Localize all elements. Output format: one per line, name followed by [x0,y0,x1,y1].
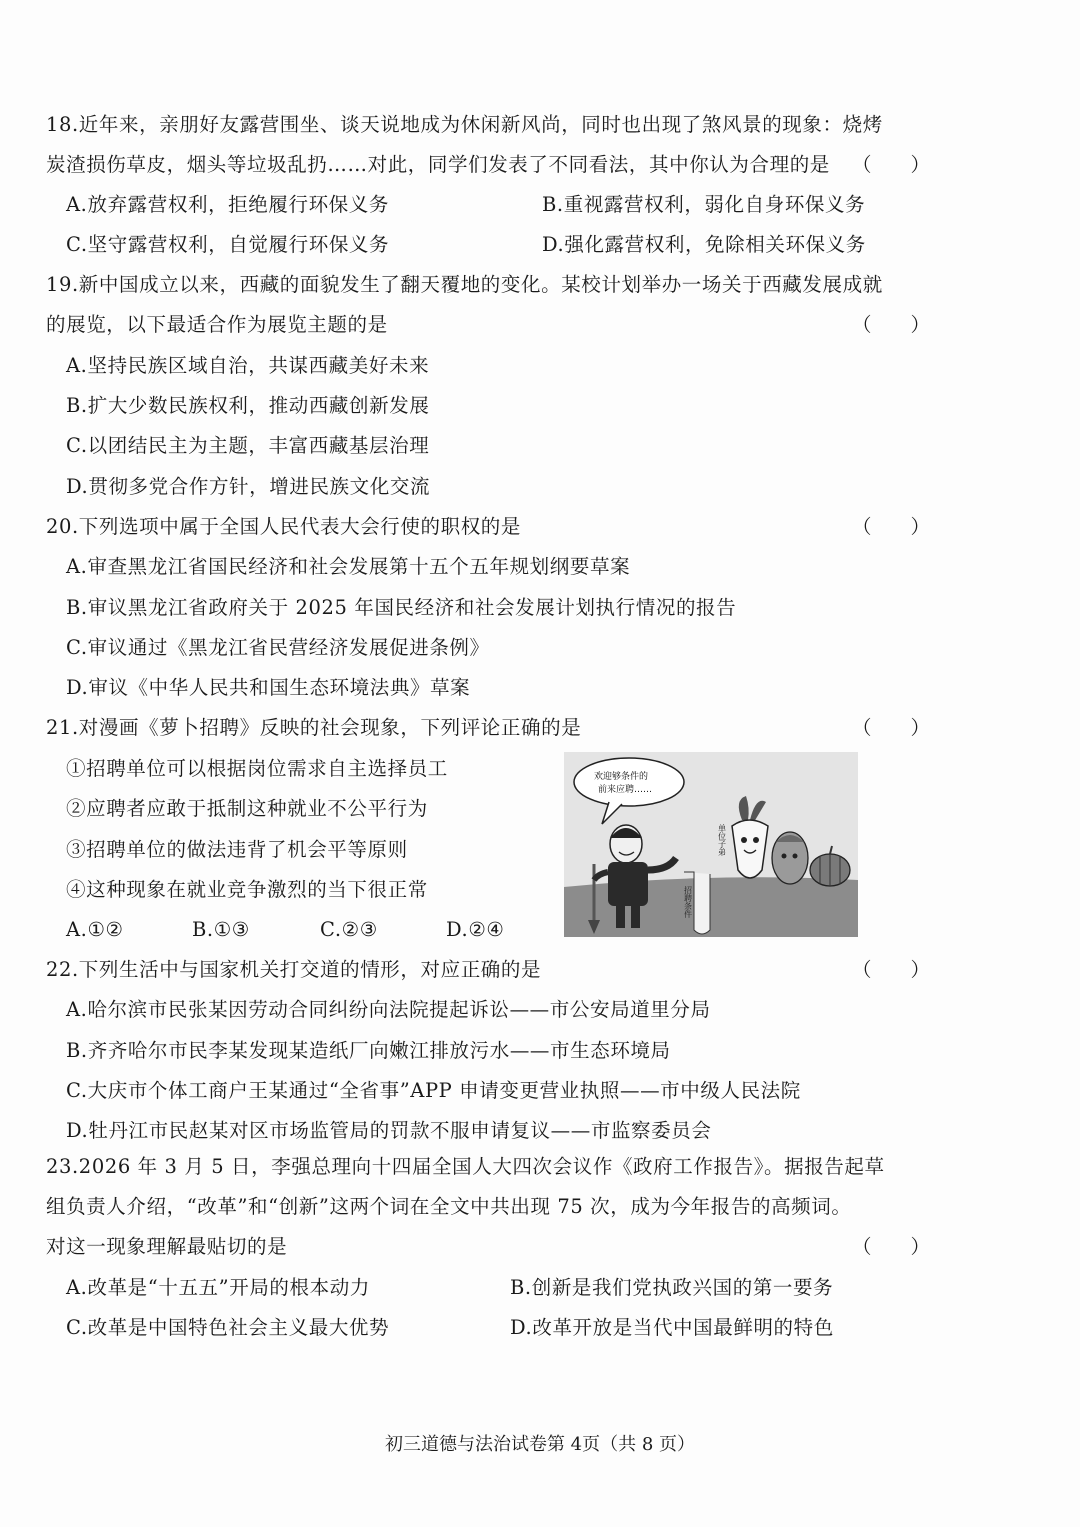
q19-option-d: D.贯彻多党合作方针，增进民族文化交流 [66,475,431,498]
q19-answer-paren: （ ） [852,313,931,336]
bubble-text-line1: 欢迎够条件的 [594,772,649,782]
q20-option-b: B.审议黑龙江省政府关于 2025 年国民经济和社会发展计划执行情况的报告 [66,596,737,619]
cabbage-figure [772,832,808,884]
q23-stem-line1: 23.2026 年 3 月 5 日，李强总理向十四届全国人大四次会议作《政府工作报告》。据报告起草 [46,1155,885,1178]
q20-option-d: D.审议《中华人民共和国生态环境法典》草案 [66,676,471,699]
q20-option-a: A.审查黑龙江省国民经济和社会发展第十五个五年规划纲要草案 [66,555,631,578]
q22-option-c: C.大庆市个体工商户王某通过“全省事”APP 申请变更营业执照——市中级人民法院 [66,1079,801,1102]
q22-option-b: B.齐齐哈尔市民李某发现某造纸厂向嫩江排放污水——市生态环境局 [66,1039,671,1062]
q21-answer-paren: （ ） [852,716,931,739]
radish-recruitment-cartoon [564,752,858,937]
speech-bubble [574,758,684,806]
q19-option-a: A.坚持民族区域自治，共谋西藏美好未来 [66,354,430,377]
q22-option-a: A.哈尔滨市民张某因劳动合同纠纷向法院提起诉讼——市公安局道里分局 [66,998,711,1021]
q18-stem-line1: 18.近年来，亲朋好友露营围坐、谈天说地成为休闲新风尚，同时也出现了煞风景的现象：烧烤 [46,113,883,136]
q19-option-b: B.扩大少数民族权利，推动西藏创新发展 [66,394,430,417]
q18-option-a: A.放弃露营权利，拒绝履行环保义务 [66,193,389,216]
q21-option-c: C.②③ [320,918,378,941]
q22-stem-line1: 22.下列生活中与国家机关打交道的情形，对应正确的是 [46,958,542,981]
q23-stem-line2: 组负责人介绍，“改革”和“创新”这两个词在全文中共出现 75 次，成为今年报告的高频词。 [46,1195,852,1218]
q23-option-a: A.改革是“十五五”开局的根本动力 [66,1276,370,1299]
q18-answer-paren: （ ） [852,153,931,176]
q22-answer-paren: （ ） [852,958,931,981]
q21-option-d: D.②④ [446,918,505,941]
q20-answer-paren: （ ） [852,515,931,538]
q21-stem-line1: 21.对漫画《萝卜招聘》反映的社会现象，下列评论正确的是 [46,716,582,739]
q22-option-d: D.牡丹江市民赵某对区市场监管局的罚款不服申请复议——市监察委员会 [66,1119,712,1142]
page-footer: 初三道德与法治试卷第 4页（共 8 页） [384,1434,696,1455]
q18-option-b: B.重视露营权利，弱化自身环保义务 [542,193,866,216]
q23-option-d: D.改革开放是当代中国最鲜明的特色 [510,1316,834,1339]
q23-answer-paren: （ ） [852,1235,931,1258]
q21-option-b: B.①③ [192,918,250,941]
bubble-text-line2: 前来应聘…… [598,785,653,795]
q23-stem-line3: 对这一现象理解最贴切的是 [46,1235,288,1258]
q18-stem-line2: 炭渣损伤草皮，烟头等垃圾乱扔……对此，同学们发表了不同看法，其中你认为合理的是 [46,153,830,176]
q20-option-c: C.审议通过《黑龙江省民营经济发展促进条例》 [66,636,490,659]
q19-option-c: C.以团结民主为主题，丰富西藏基层治理 [66,434,430,457]
q21-option-a: A.①② [66,918,124,941]
q21-statement-1: ①招聘单位可以根据岗位需求自主选择员工 [66,757,448,780]
q18-option-c: C.坚守露营权利，自觉履行环保义务 [66,233,390,256]
q18-option-d: D.强化露营权利，免除相关环保义务 [542,233,866,256]
q20-stem-line1: 20.下列选项中属于全国人民代表大会行使的职权的是 [46,515,522,538]
q19-stem-line1: 19.新中国成立以来，西藏的面貌发生了翻天覆地的变化。某校计划举办一场关于西藏发展成就 [46,273,883,296]
q21-statement-2: ②应聘者应敢于抵制这种就业不公平行为 [66,797,428,820]
cartoon-post-label: 招聘条件 [683,886,693,918]
q19-stem-line2: 的展览，以下最适合作为展览主题的是 [46,313,388,336]
q21-statement-3: ③招聘单位的做法违背了机会平等原则 [66,838,408,861]
q21-statement-4: ④这种现象在就业竞争激烈的当下很正常 [66,878,428,901]
q23-option-c: C.改革是中国特色社会主义最大优势 [66,1316,390,1339]
radish-label: 单位子弟 [717,824,727,856]
q23-option-b: B.创新是我们党执政兴国的第一要务 [510,1276,834,1299]
